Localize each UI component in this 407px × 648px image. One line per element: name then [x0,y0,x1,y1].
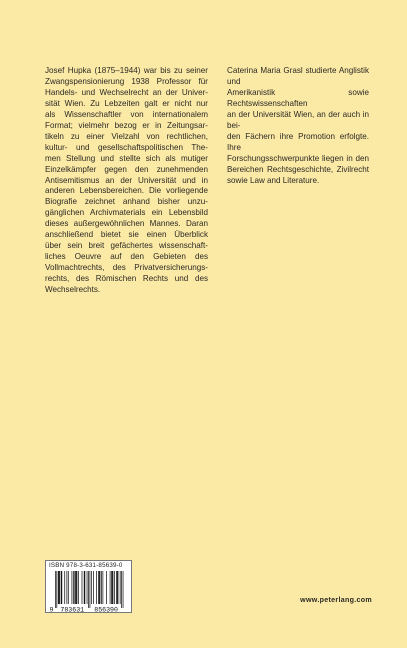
barcode-bar [75,571,76,604]
text-line: sowie Law and Literature. [227,175,320,185]
text-line: Caterina Maria Grasl studierte Anglistik und [227,66,369,86]
barcode-bar [106,571,107,604]
text-line: Biografie zeichnet anhand bisher unzu- [45,197,208,207]
text-line: Handels- und Wechselrecht an der Univer- [45,87,208,97]
barcode-digits: 856390 [94,606,118,614]
barcode-bar [90,571,91,608]
text-line: an der Universität Wien, an der auch in bei- [227,109,369,130]
barcode-bar [123,571,124,608]
barcode-bar [59,571,60,604]
barcode-bar [87,571,88,604]
text-line: Amerikanistik sowie Rechtswissenschaften [227,87,369,108]
text-line: tikeln zu einer Vielzahl von rechtlichen, [45,131,208,141]
barcode-bar [58,571,59,604]
text-line: über sein breit gefächertes wissenschaft- [45,241,208,251]
text-line: Vollmachtrechts, des Privatversicherungs- [45,263,208,273]
isbn-barcode [45,560,132,613]
book-description [45,66,208,296]
text-line: kultur- und gesellschaftspolitischen The- [45,142,208,152]
barcode-bar [93,571,94,604]
barcode-bar [67,571,68,604]
text-line: rechts, des Römischen Rechts und des [45,274,208,284]
barcode-bar [110,571,111,604]
barcode-bar [117,571,118,604]
barcode-bar [61,571,62,604]
barcode-bar [103,571,104,604]
barcode-bar [96,571,97,604]
text-line: als Wissenschaftler von internationalem [45,109,208,119]
barcode-bar [64,571,65,604]
barcode-bar [74,571,75,604]
text-line: gänglichen Archivmaterials ein Lebensbild [45,208,208,218]
text-line: den Fächern ihre Promotion erfolgte. Ihre [227,131,369,152]
barcode-bar [59,571,60,604]
barcode-bar [120,571,121,604]
barcode-bar [77,571,78,604]
barcode-bar [114,571,115,604]
barcode-graphic [46,561,133,614]
barcode-bar [118,571,119,604]
barcode-bar [76,571,77,604]
author-bio [227,66,369,186]
barcode-bar [100,571,101,604]
barcode-bar [112,571,113,604]
text-line: anderen Lebensbereichen. Die vorliegende [45,186,208,196]
barcode-bar [84,571,85,604]
barcode-bar [73,571,74,604]
barcode-bar [88,571,89,608]
text-line: Einzelkämpfer gegen den zunehmenden [45,164,208,174]
barcode-bar [56,571,57,608]
barcode-bar [116,571,117,604]
barcode-bar [82,571,83,604]
barcode-bar [78,571,79,604]
text-line: dieses außergewöhnlichen Mannes. Daran [45,219,208,229]
text-line: Josef Hupka (1875–1944) war bis zu seiner [45,66,208,75]
text-line: sität Wien. Zu Lebzeiten galt er nicht nur [45,98,208,108]
barcode-bar [85,571,86,604]
barcode-bar [98,571,99,604]
text-line: Antisemitismus an der Universität und in [45,175,208,185]
barcode-bar [55,571,56,608]
barcode-bar [68,571,69,604]
isbn-label: ISBN 978-3-631-85639-0 [49,562,123,569]
text-line: Zwangspensionierung 1938 Professor für [45,76,208,86]
barcode-bar [113,571,114,604]
text-line: men Stellung und stellte sich als mutiger [45,153,208,163]
publisher-url[interactable]: www.peterlang.com [300,596,372,604]
barcode-bar [91,571,92,604]
text-line: Bereichen Rechtsgeschichte, Zivilrecht [227,164,369,174]
barcode-bar [111,571,112,604]
barcode-digits: 783631 [60,606,85,614]
barcode-bar [121,571,122,608]
text-line: liches Oeuvre auf den Gebieten des [45,252,208,262]
text-line: Forschungsschwerpunkte liegen in den [227,153,369,163]
barcode-digits: 9 [49,606,54,614]
barcode-bar [61,571,62,604]
text-line: Wechselrechts. [45,285,101,295]
barcode-bar [72,571,73,604]
barcode-bar [101,571,102,604]
text-line: anschließend bietet sie einen Überblick [45,230,208,240]
text-line: Format; vielmehr bezog er in Zeitungsar- [45,120,208,130]
barcode-bar [99,571,100,604]
